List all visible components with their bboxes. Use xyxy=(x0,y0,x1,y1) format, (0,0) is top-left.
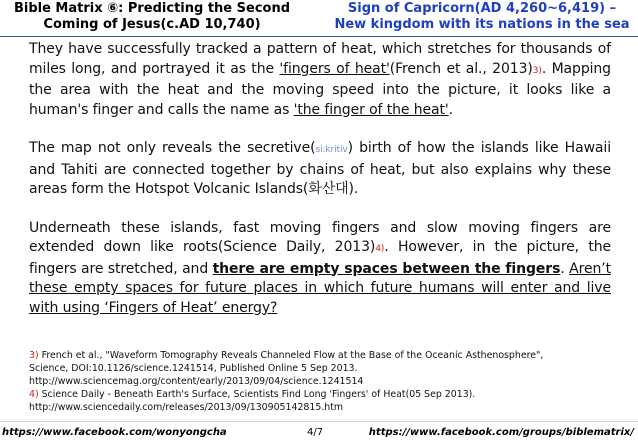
p1-text-2: (French et al., 2013) xyxy=(389,60,533,77)
footer-divider xyxy=(0,421,638,422)
footer-group-link[interactable]: https://www.facebook.com/groups/biblematrix/ xyxy=(368,427,634,438)
phonetic-annotation: si:kritiv xyxy=(315,145,348,155)
p3-text-2: . However, in the picture, the fingers are stretched, and xyxy=(29,239,611,277)
p2-text-1: The map not only reveals the secretive( xyxy=(29,140,316,156)
p1-text-3: . Mapping the area with the heat and the moving speed into the picture, it looks like a human's finger and calls the name as xyxy=(29,60,611,118)
reference-number: 4) xyxy=(29,389,39,400)
p1-fingers-of-heat-link[interactable]: 'fingers of heat' xyxy=(279,60,390,77)
series-title-line2: Coming of Jesus(c.AD 10,740) xyxy=(43,17,261,32)
page-number: 4/7 xyxy=(307,427,324,438)
reference-text: French et al., "Waveform Tomography Reveals Channeled Flow at the Base of the Oceanic Asthenosphere", xyxy=(38,350,544,361)
p3-emphasis: there are empty spaces between the fingers xyxy=(212,260,561,277)
header-divider xyxy=(0,36,638,37)
p2-text-2: ) birth of how the islands like Hawaii and Tahiti are connected together by chains of heat, but also explains why these areas form the Hotspot Volcanic Islands(화산대). xyxy=(29,140,611,197)
p1-finger-of-the-heat-link[interactable]: 'the finger of the heat' xyxy=(293,101,449,118)
p1-text-4: . xyxy=(448,101,454,118)
citation-marker-3: 3) xyxy=(532,65,542,76)
reference-url[interactable]: http://www.sciencedaily.com/releases/2013/09/130905142815.htm xyxy=(29,402,344,413)
section-title xyxy=(332,1,632,33)
reference-line xyxy=(29,362,611,375)
slide-header xyxy=(0,0,638,37)
paragraph-3 xyxy=(29,219,611,319)
series-title xyxy=(2,1,302,33)
footer-facebook-link[interactable]: https://www.facebook.com/wonyongcha xyxy=(2,427,227,438)
reference-number: 3) xyxy=(29,350,39,361)
paragraph-1 xyxy=(29,40,611,120)
reference-text: Science, DOI:10.1126/science.1241514, Published Online 5 Sep 2013. xyxy=(29,363,358,374)
reference-line xyxy=(29,388,611,401)
reference-url[interactable]: http://www.sciencemag.org/content/early/2013/09/04/science.1241514 xyxy=(29,376,364,387)
citation-marker-4: 4) xyxy=(375,244,385,254)
paragraph-2 xyxy=(29,139,611,200)
section-title-line2: New kingdom with its nations in the sea xyxy=(334,17,630,32)
p3-text-1: Underneath these islands, fast moving fingers and slow moving fingers are extended down like roots(Science Daily, 2013) xyxy=(29,219,611,255)
reference-line xyxy=(29,349,611,362)
slide-body xyxy=(29,40,611,337)
references xyxy=(29,349,611,414)
p3-question: Aren’t these empty spaces for future places in which future humans will enter and live with using ‘Fingers of Heat’ energy? xyxy=(29,260,611,316)
section-title-line1: Sign of Capricorn(AD 4,260~6,419) – xyxy=(347,1,617,16)
reference-text: Science Daily - Beneath Earth's Surface, Scientists Find Long 'Fingers' of Heat(05 Sep 2013). xyxy=(38,389,476,400)
p1-text-1: They have successfully tracked a pattern of heat, which stretches for thousands of miles long, and portrayed it as the xyxy=(29,41,611,77)
series-title-line1: Bible Matrix ⑥: Predicting the Second xyxy=(13,1,291,16)
p3-text-3: . xyxy=(560,260,570,277)
